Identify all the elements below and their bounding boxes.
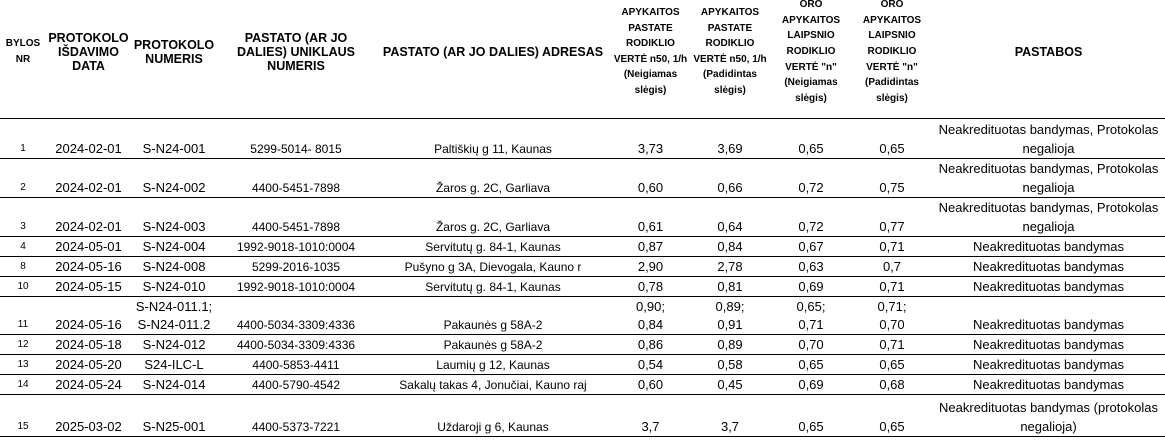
cell-unique: 5299-5014- 8015 bbox=[217, 118, 375, 158]
cell-nr: 1 bbox=[0, 118, 46, 158]
cell-n50-positive: 0,58 bbox=[690, 354, 770, 374]
cell-n50-negative: 0,54 bbox=[611, 354, 690, 374]
cell-notes: Neakredituotas bandymas, Protokolas negalioja bbox=[932, 118, 1165, 158]
cell-nr: 3 bbox=[0, 197, 46, 236]
cell-n-positive: 0,65 bbox=[852, 394, 932, 436]
cell-n50-positive: 0,89 bbox=[690, 334, 770, 354]
cell-n-negative: 0,63 bbox=[770, 256, 852, 276]
cell-n50-negative: 3,73 bbox=[611, 118, 690, 158]
cell-n-positive: 0,68 bbox=[852, 374, 932, 394]
cell-n-positive: 0,71 bbox=[852, 276, 932, 296]
cell-n-positive bbox=[852, 296, 932, 334]
header-file-nr: BYLOS NR bbox=[0, 0, 46, 118]
cell-nr: 13 bbox=[0, 354, 46, 374]
cell-n50-negative: 0,78 bbox=[611, 276, 690, 296]
header-unique-number: PASTATO (AR JO DALIES) UNIKLAUS NUMERIS bbox=[217, 0, 375, 118]
table-row bbox=[0, 394, 1165, 436]
cell-n50-positive: 0,64 bbox=[690, 197, 770, 236]
cell-n-positive-line1: 0,71; bbox=[877, 298, 907, 314]
cell-n-positive-line2: 0,70 bbox=[879, 316, 905, 332]
cell-date: 2024-02-01 bbox=[46, 197, 131, 236]
cell-n50-positive: 0,81 bbox=[690, 276, 770, 296]
table-row bbox=[0, 236, 1165, 256]
header-address: PASTATO (AR JO DALIES) ADRESAS bbox=[375, 0, 611, 118]
cell-n-negative: 0,69 bbox=[770, 276, 852, 296]
header-n50-negative: APYKAITOS PASTATE RODIKLIO VERTĖ n50, 1/h (Neigiamas slėgis) bbox=[611, 0, 690, 118]
cell-date: 2024-05-20 bbox=[46, 354, 131, 374]
cell-notes: Neakredituotas bandymas, Protokolas negalioja bbox=[932, 158, 1165, 197]
cell-n-negative bbox=[770, 296, 852, 334]
cell-unique: 1992-9018-1010:0004 bbox=[217, 236, 375, 256]
cell-n-negative-line2: 0,71 bbox=[798, 316, 824, 332]
cell-nr: 14 bbox=[0, 374, 46, 394]
cell-unique: 4400-5853-4411 bbox=[217, 354, 375, 374]
cell-n50-negative: 0,87 bbox=[611, 236, 690, 256]
cell-number: S-N24-004 bbox=[131, 236, 217, 256]
cell-notes: Neakredituotas bandymas bbox=[932, 236, 1165, 256]
cell-n50-positive: 0,84 bbox=[690, 236, 770, 256]
table-row bbox=[0, 334, 1165, 354]
cell-number bbox=[131, 296, 217, 334]
cell-notes: Neakredituotas bandymas bbox=[932, 374, 1165, 394]
header-protocol-number: PROTOKOLO NUMERIS bbox=[131, 0, 217, 118]
cell-notes: Neakredituotas bandymas (protokolas negalioja) bbox=[932, 394, 1165, 436]
cell-unique: 1992-9018-1010:0004 bbox=[217, 276, 375, 296]
cell-date: 2024-05-18 bbox=[46, 334, 131, 354]
table-row bbox=[0, 296, 1165, 334]
cell-unique: 4400-5373-7221 bbox=[217, 394, 375, 436]
cell-n-negative: 0,65 bbox=[770, 354, 852, 374]
cell-address: Žaros g. 2C, Garliava bbox=[375, 158, 611, 197]
cell-n50-negative bbox=[611, 296, 690, 334]
cell-n-negative-line1: 0,65; bbox=[796, 298, 826, 314]
cell-unique: 4400-5790-4542 bbox=[217, 374, 375, 394]
cell-number-line2: S-N24-011.2 bbox=[137, 316, 211, 332]
header-n50-positive: APYKAITOS PASTATE RODIKLIO VERTĖ n50, 1/h (Padidintas slėgis) bbox=[690, 0, 770, 118]
cell-n-positive: 0,65 bbox=[852, 118, 932, 158]
cell-n50-negative-line2: 0,84 bbox=[637, 316, 664, 332]
cell-n50-positive-line1: 0,89; bbox=[715, 298, 745, 314]
cell-n50-positive bbox=[690, 296, 770, 334]
cell-number: S-N24-008 bbox=[131, 256, 217, 276]
cell-nr: 10 bbox=[0, 276, 46, 296]
cell-nr: 2 bbox=[0, 158, 46, 197]
cell-n-negative: 0,65 bbox=[770, 394, 852, 436]
cell-n-negative: 0,67 bbox=[770, 236, 852, 256]
cell-unique: 5299-2016-1035 bbox=[217, 256, 375, 276]
cell-number: S-N24-012 bbox=[131, 334, 217, 354]
cell-n50-positive: 3,7 bbox=[690, 394, 770, 436]
table-row bbox=[0, 276, 1165, 296]
cell-n-positive: 0,65 bbox=[852, 354, 932, 374]
cell-address: Pakaunės g 58A-2 bbox=[375, 296, 611, 334]
table-row bbox=[0, 158, 1165, 197]
header-issue-date: PROTOKOLO IŠDAVIMO DATA bbox=[46, 0, 131, 118]
header-row bbox=[0, 0, 1165, 118]
cell-date: 2024-05-16 bbox=[46, 296, 131, 334]
cell-n50-negative: 0,60 bbox=[611, 158, 690, 197]
cell-number: S24-ILC-L bbox=[131, 354, 217, 374]
cell-n50-negative: 0,61 bbox=[611, 197, 690, 236]
cell-address: Servitutų g. 84-1, Kaunas bbox=[375, 236, 611, 256]
cell-nr: 8 bbox=[0, 256, 46, 276]
header-n-negative: ORO APYKAITOS LAIPSNIO RODIKLIO VERTĖ "n" (Neigiamas slėgis) bbox=[770, 0, 852, 118]
cell-nr: 12 bbox=[0, 334, 46, 354]
cell-n50-positive-line2: 0,91 bbox=[717, 316, 743, 332]
cell-date: 2025-03-02 bbox=[46, 394, 131, 436]
cell-date: 2024-02-01 bbox=[46, 118, 131, 158]
cell-date: 2024-05-15 bbox=[46, 276, 131, 296]
cell-n50-negative-line1: 0,90; bbox=[636, 298, 665, 314]
header-notes: PASTABOS bbox=[932, 0, 1165, 118]
table-row bbox=[0, 354, 1165, 374]
cell-number: S-N24-002 bbox=[131, 158, 217, 197]
cell-number: S-N25-001 bbox=[131, 394, 217, 436]
cell-number: S-N24-014 bbox=[131, 374, 217, 394]
cell-address: Sakalų takas 4, Jonučiai, Kauno raj bbox=[375, 374, 611, 394]
table-row bbox=[0, 374, 1165, 394]
cell-unique: 4400-5451-7898 bbox=[217, 158, 375, 197]
cell-n50-negative: 0,60 bbox=[611, 374, 690, 394]
cell-n-positive: 0,77 bbox=[852, 197, 932, 236]
cell-notes: Neakredituotas bandymas bbox=[932, 354, 1165, 374]
cell-n50-negative: 2,90 bbox=[611, 256, 690, 276]
cell-notes: Neakredituotas bandymas, Protokolas negalioja bbox=[932, 197, 1165, 236]
cell-notes: Neakredituotas bandymas bbox=[932, 334, 1165, 354]
cell-n-positive: 0,71 bbox=[852, 334, 932, 354]
cell-notes: Neakredituotas bandymas bbox=[932, 296, 1165, 334]
cell-nr: 4 bbox=[0, 236, 46, 256]
cell-notes: Neakredituotas bandymas bbox=[932, 256, 1165, 276]
cell-number-line1: S-N24-011.1; bbox=[135, 298, 213, 314]
cell-n-negative: 0,72 bbox=[770, 197, 852, 236]
cell-n50-negative: 0,86 bbox=[611, 334, 690, 354]
table-row bbox=[0, 256, 1165, 276]
cell-unique: 4400-5451-7898 bbox=[217, 197, 375, 236]
header-n-positive: ORO APYKAITOS LAIPSNIO RODIKLIO VERTĖ "n" (Padidintas slėgis) bbox=[852, 0, 932, 118]
cell-nr: 15 bbox=[0, 394, 46, 436]
cell-n50-positive: 3,69 bbox=[690, 118, 770, 158]
cell-address: Paltiškių g 11, Kaunas bbox=[375, 118, 611, 158]
cell-date: 2024-05-24 bbox=[46, 374, 131, 394]
cell-n-positive: 0,75 bbox=[852, 158, 932, 197]
cell-address: Uždaroji g 6, Kaunas bbox=[375, 394, 611, 436]
cell-n50-positive: 0,45 bbox=[690, 374, 770, 394]
cell-n-positive: 0,7 bbox=[852, 256, 932, 276]
cell-n-negative: 0,72 bbox=[770, 158, 852, 197]
cell-n-positive: 0,71 bbox=[852, 236, 932, 256]
cell-date: 2024-02-01 bbox=[46, 158, 131, 197]
cell-n-negative: 0,70 bbox=[770, 334, 852, 354]
cell-n50-positive: 0,66 bbox=[690, 158, 770, 197]
cell-nr: 11 bbox=[0, 296, 46, 334]
cell-number: S-N24-010 bbox=[131, 276, 217, 296]
cell-address: Žaros g. 2C, Garliava bbox=[375, 197, 611, 236]
cell-address: Servitutų g. 84-1, Kaunas bbox=[375, 276, 611, 296]
cell-number: S-N24-001 bbox=[131, 118, 217, 158]
cell-address: Pakaunės g 58A-2 bbox=[375, 334, 611, 354]
table-row bbox=[0, 197, 1165, 236]
cell-number: S-N24-003 bbox=[131, 197, 217, 236]
cell-date: 2024-05-16 bbox=[46, 256, 131, 276]
cell-notes: Neakredituotas bandymas bbox=[932, 276, 1165, 296]
table-row bbox=[0, 118, 1165, 158]
cell-n-negative: 0,69 bbox=[770, 374, 852, 394]
cell-n50-positive: 2,78 bbox=[690, 256, 770, 276]
cell-unique: 4400-5034-3309:4336 bbox=[217, 334, 375, 354]
cell-unique: 4400-5034-3309:4336 bbox=[217, 296, 375, 334]
cell-address: Pušyno g 3A, Dievogala, Kauno r bbox=[375, 256, 611, 276]
cell-date: 2024-05-01 bbox=[46, 236, 131, 256]
cell-address: Laumių g 12, Kaunas bbox=[375, 354, 611, 374]
cell-n50-negative: 3,7 bbox=[611, 394, 690, 436]
cell-n-negative: 0,65 bbox=[770, 118, 852, 158]
